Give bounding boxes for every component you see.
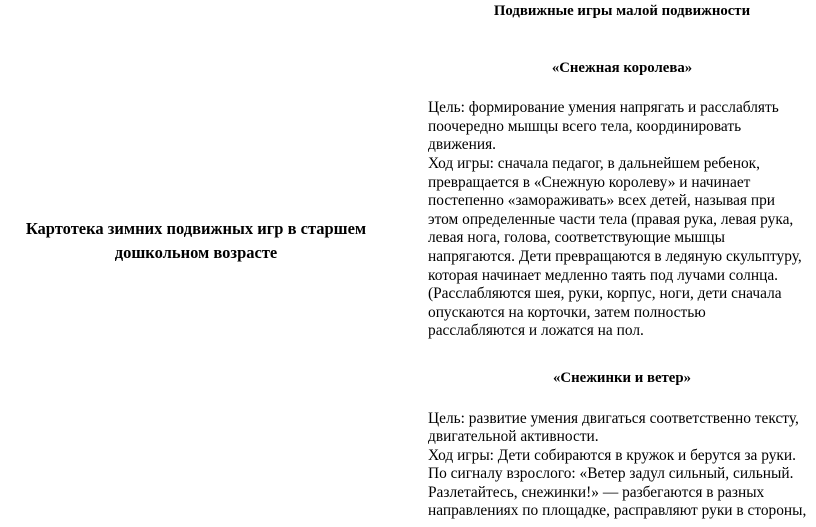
document-title-text: Картотека зимних подвижных игр в старшем дошкольном возрасте	[25, 219, 367, 262]
game-title-snowflakes-wind: «Снежинки и ветер»	[553, 369, 691, 386]
document-title	[0, 217, 392, 265]
game-text-snow-queen: Цель: формирование умения напрягать и расслаблять поочередно мышцы всего тела, координировать движения. Ход игры: сначала педагог, в дальнейшем ребенок, превращается в «Снежную королеву» и начинает постепенно «замораживать» всех детей, называя при этом определенные части тела (правая рука, левая рука, левая нога, голова, соответствующие мышцы напрягаются. Дети превращаются в ледяную скульптуру, которая начинает медленно таять под лучами солнца. (Расслабляются шея, руки, корпус, ноги, дети сначала опускаются на корточки, затем полностью расслабляются и ложатся на пол.	[428, 99, 802, 340]
games-column	[428, 2, 816, 521]
game-text-snowflakes-wind: Цель: развитие умения двигаться соответственно тексту, двигательной активности. Ход игры: Дети собираются в кружок и берутся за руки. По сигналу взрослого: «Ветер задул сильный, сильный. Разлетайтесь, снежинки!» — разбегаются в разных направлениях по площадке, расправляют руки в стороны,	[428, 409, 807, 520]
game-title-snow-queen: «Снежная королева»	[551, 59, 693, 76]
section-heading: Подвижные игры малой подвижности	[493, 3, 751, 19]
